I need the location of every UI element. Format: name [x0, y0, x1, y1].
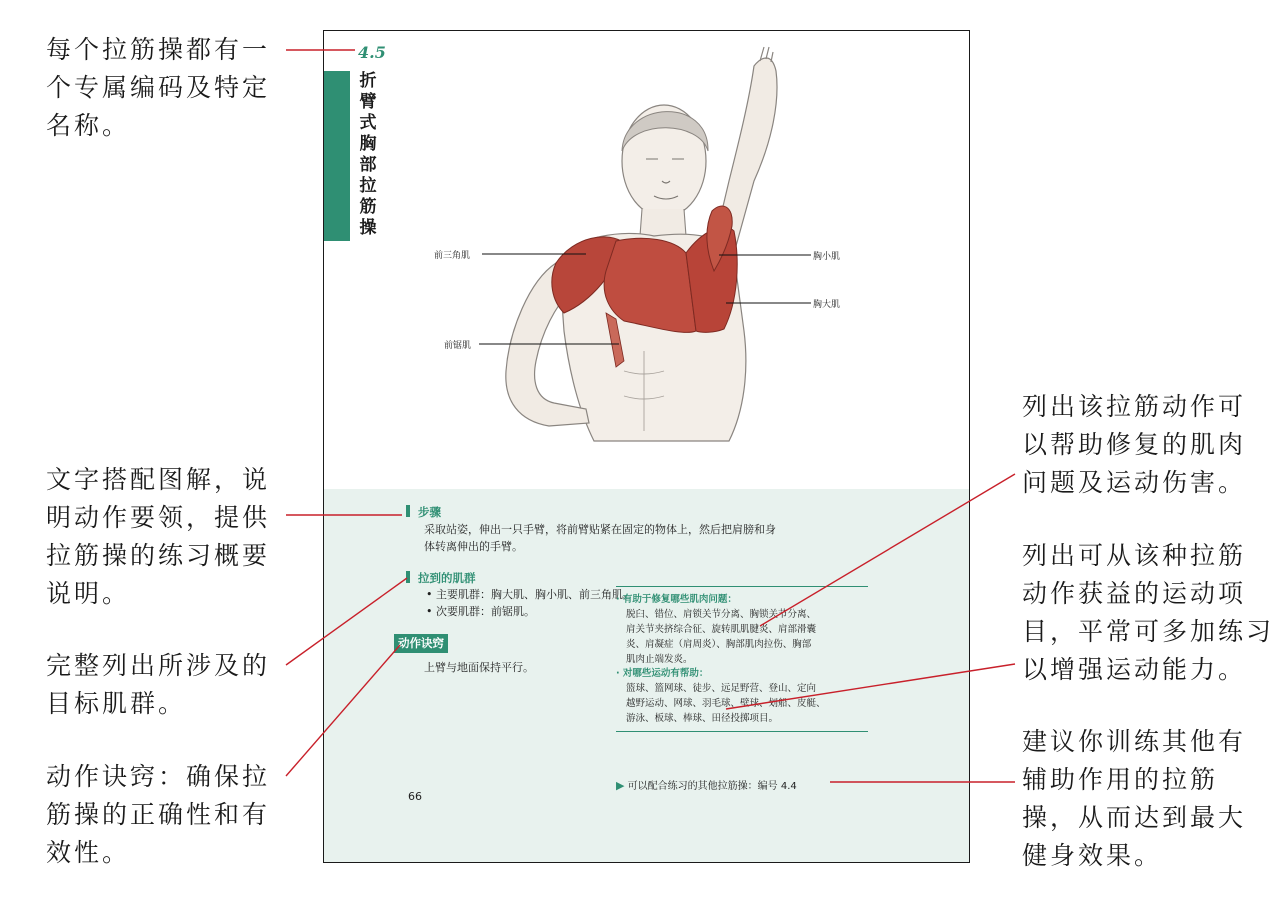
injury-line: 肌肉止端发炎。 [626, 654, 693, 665]
injury-line: 脱臼、错位、肩锁关节分离、胸锁关节分离、 [626, 609, 817, 620]
tip-text: 上臂与地面保持平行。 [424, 661, 534, 674]
annotation-line: 问题及运动伤害。 [1022, 468, 1247, 497]
injury-line: 炎、肩凝症（肩周炎）、胸部肌肉拉伤、胸部 [626, 639, 812, 650]
sports-heading: · 对哪些运动有帮助： [616, 668, 709, 679]
annotation-line: 筋操的正确性和有 [46, 800, 271, 829]
annotation-line: 拉筋操的练习概要 [46, 541, 271, 570]
related-stretch-text: 可以配合练习的其他拉筋操：编号 4.4 [627, 781, 797, 792]
label-pectoralis-major: 胸大肌 [813, 300, 841, 310]
sports-line: 篮球、篮网球、徒步、远足野营、登山、定向 [626, 683, 817, 694]
sports-line: 游泳、板球、棒球、田径投掷项目。 [626, 713, 779, 724]
annotation-line: 辅助作用的拉筋 [1022, 765, 1219, 794]
tip-heading: 动作诀窍 [394, 634, 448, 653]
steps-heading-text: 步骤 [418, 505, 441, 519]
label-anterior-deltoid: 前三角肌 [434, 251, 471, 261]
annotation-line: 列出可从该种拉筋 [1022, 541, 1247, 570]
steps-line: 采取站姿，伸出一只手臂，将前臂贴紧在固定的物体上，然后把肩膀和身 [424, 523, 776, 536]
sports-line: 越野运动、网球、羽毛球、壁球、划船、皮艇、 [626, 698, 826, 709]
play-triangle-icon: ▶ [616, 779, 625, 792]
title-char: 臂 [359, 92, 377, 112]
title-char: 操 [359, 218, 377, 238]
annotation-line: 建议你训练其他有 [1022, 727, 1247, 756]
annotation-line: 说明。 [46, 579, 131, 608]
primary-muscles: • 主要肌群：胸大肌、胸小肌、前三角肌。 [426, 588, 634, 601]
annotation-line: 目标肌群。 [46, 689, 187, 718]
injury-line: 肩关节夹挤综合征、旋转肌肌腱炎、肩部滑囊 [626, 624, 817, 635]
secondary-muscles: • 次要肌群：前锯肌。 [426, 605, 535, 618]
page-number: 66 [408, 790, 422, 803]
steps-line: 体转离伸出的手臂。 [424, 540, 523, 553]
title-char: 筋 [359, 197, 377, 217]
annotation-line: 动作获益的运动项 [1022, 579, 1247, 608]
annotation-line: 操，从而达到最大 [1022, 803, 1247, 832]
annotation-line: 动作诀窍：确保拉 [46, 762, 271, 791]
annotation-line: 效性。 [46, 838, 131, 867]
annotation-line: 健身效果。 [1022, 841, 1163, 870]
title-char: 胸 [359, 134, 377, 154]
title-char: 式 [359, 113, 377, 133]
annotation-line: 文字搭配图解，说 [46, 465, 271, 494]
annotation-line: 名称。 [46, 111, 131, 140]
annotation-line: 以帮助修复的肌肉 [1022, 430, 1247, 459]
annotation-line: 明动作要领，提供 [46, 503, 271, 532]
title-char: 折 [359, 71, 377, 91]
label-pectoralis-minor: 胸小肌 [813, 252, 841, 262]
title-char: 拉 [359, 176, 377, 196]
annotation-line: 以增强运动能力。 [1022, 655, 1247, 684]
annotation-line: 完整列出所涉及的 [46, 651, 271, 680]
injury-heading: · 有助于修复哪些肌肉问题： [616, 594, 737, 605]
muscles-heading-text: 拉到的肌群 [418, 571, 476, 585]
annotation-line: 每个拉筋操都有一 [46, 35, 271, 64]
title-char: 部 [359, 155, 377, 175]
label-serratus-anterior: 前锯肌 [444, 341, 472, 351]
annotation-line: 目，平常可多加练习 [1022, 617, 1275, 646]
annotation-line: 列出该拉筋动作可 [1022, 392, 1247, 421]
annotation-line: 个专属编码及特定 [46, 73, 271, 102]
stretch-code: 4.5 [358, 43, 386, 62]
